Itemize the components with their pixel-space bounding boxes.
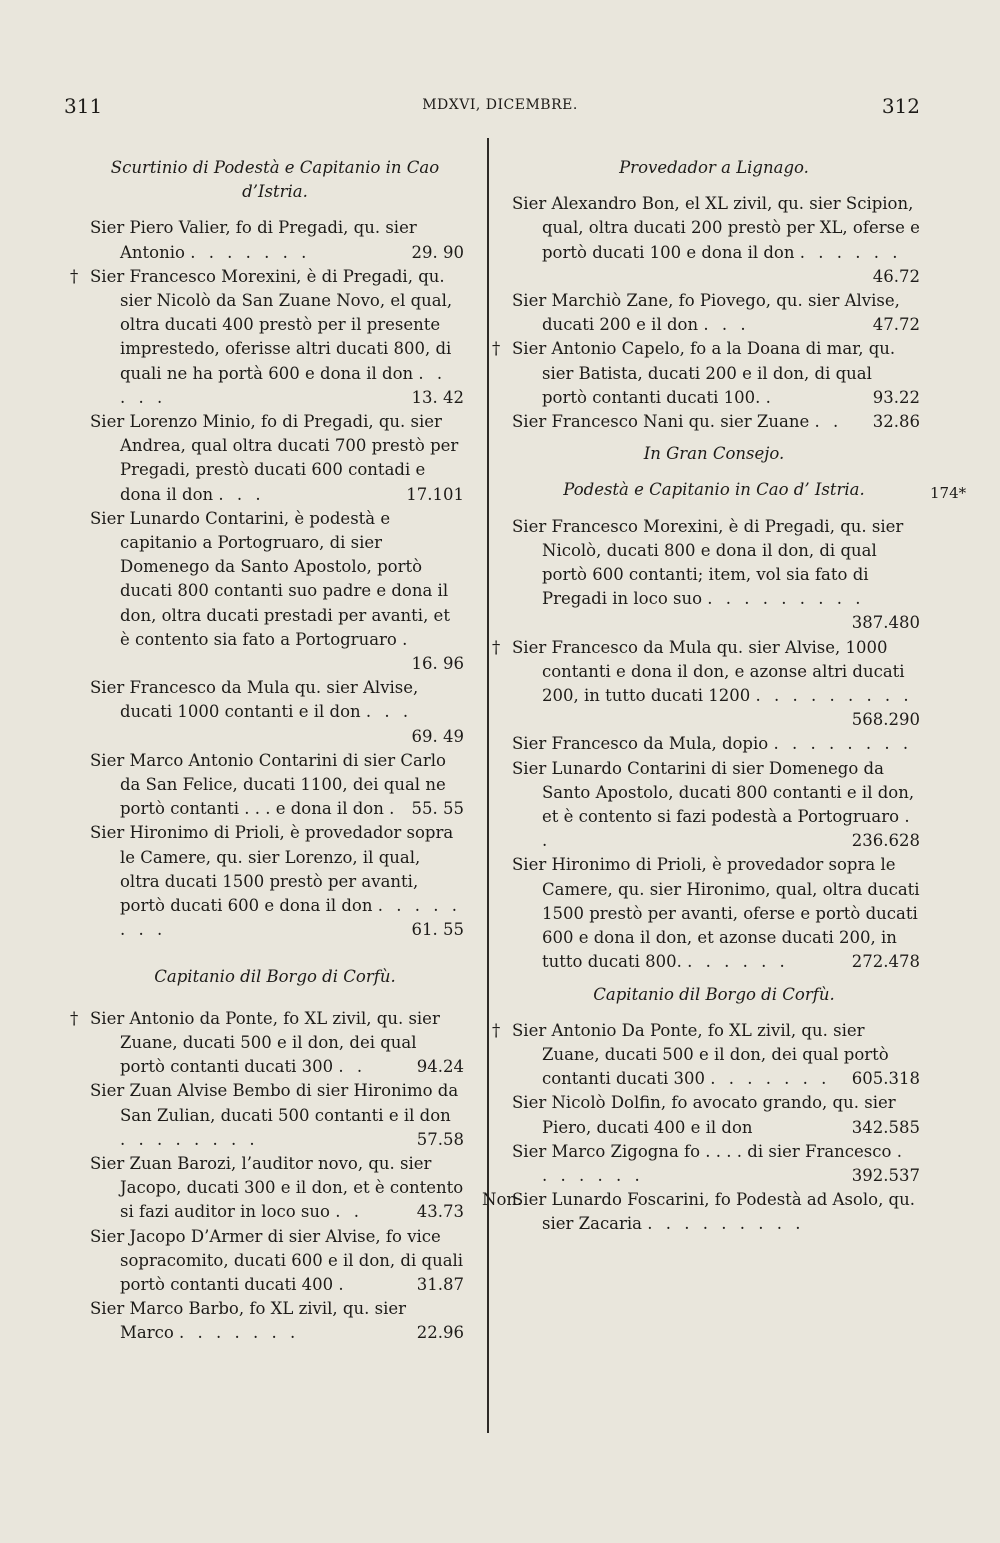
dot-leader: . . . . . . .	[179, 1323, 300, 1343]
margin-note: 174*	[930, 484, 967, 502]
ballot-entry	[86, 265, 464, 410]
dot-leader: . . . . . . .	[710, 1069, 831, 1089]
dot-leader: .	[338, 1274, 348, 1294]
candidate-text: Sier Francesco Morexini, è di Pregadi, qu. sier Nicolò, ducati 800 e dona il don, di qual portò 600 contanti; item, vol sia fato di Pregadi in loco suo	[512, 516, 904, 609]
ballot-entry	[86, 1152, 464, 1225]
candidate-text: Sier Francesco Morexini, è di Pregadi, qu. sier Nicolò da San Zuane Novo, el qual, oltra ducati 400 prestò per il presente imprestedo, oferisse altri ducati 800, di quali ne ha portà 600 e dona il don	[90, 266, 453, 383]
ballot-entry	[508, 1188, 920, 1236]
dot-leader: . .	[542, 807, 914, 851]
candidate-text: Sier Zuan Barozi, l’auditor novo, qu. sier Jacopo, ducati 300 e il don, et è contento si fazi auditor in loco suo	[90, 1153, 464, 1222]
vote-count: 272.478	[851, 952, 920, 972]
dot-leader: .	[765, 387, 775, 407]
ballot-entry	[86, 1007, 464, 1080]
vote-count: 57.58	[416, 1129, 464, 1149]
section-heading: Capitanio dil Borgo di Corfù.	[593, 984, 835, 1004]
ballot-entry	[508, 757, 920, 854]
candidate-text: Sier Lorenzo Minio, fo di Pregadi, qu. sier Andrea, qual oltra ducati 700 prestò per Pregadi, prestò ducati 600 contadi e dona il don	[90, 412, 459, 504]
candidate-text: Sier Hironimo di Prioli, è provedador sopra le Camere, qu. sier Lorenzo, il qual, oltra ducati 1500 prestò per avanti, portò ducati 600 e dona il don	[90, 823, 454, 916]
vote-count: 13. 42	[411, 387, 464, 407]
dot-leader: . . . . . . .	[190, 242, 311, 262]
candidate-text: Sier Antonio Da Ponte, fo XL zivil, qu. sier Zuane, ducati 500 e il don, dei qual portò contanti ducati 300	[512, 1020, 889, 1089]
ballot-entry	[508, 337, 920, 410]
ballot-entry	[86, 507, 464, 676]
candidate-text: Sier Marco Antonio Contarini di sier Carlo da San Felice, ducati 1100, dei qual ne portò contanti . . . e dona il don	[90, 750, 446, 819]
candidate-text: Sier Francesco Nani qu. sier Zuane	[512, 412, 810, 432]
ballot-entry	[86, 1297, 464, 1345]
vote-count: 61. 55	[411, 920, 464, 940]
section-heading: Provedador a Lignago.	[619, 158, 809, 177]
candidate-text: Sier Piero Valier, fo di Pregadi, qu. sier Antonio	[90, 218, 417, 262]
candidate-text: Sier Francesco da Mula qu. sier Alvise, ducati 1000 contanti e il don	[90, 678, 419, 722]
vote-count: 47.72	[872, 315, 920, 335]
running-header	[0, 94, 1000, 118]
ballot-entry	[86, 1079, 464, 1152]
candidate-text: Sier Antonio da Ponte, fo XL zivil, qu. sier Zuane, ducati 500 e il don, dei qual portò contanti ducati 300	[90, 1008, 440, 1077]
ballot-entry	[508, 289, 920, 337]
dot-leader: . . . . . . . .	[120, 896, 461, 940]
vote-count: 387.480	[851, 613, 920, 633]
vote-count: 392.537	[851, 1165, 920, 1185]
vote-count: 31.87	[416, 1274, 464, 1294]
vote-count: 29. 90	[411, 242, 464, 262]
vote-count: 46.72	[872, 266, 920, 286]
vote-count: 16. 96	[411, 654, 464, 674]
vote-count: 342.585	[851, 1117, 920, 1137]
dot-leader: .	[402, 629, 412, 649]
candidate-text: Sier Jacopo D’Armer di sier Alvise, fo vice sopracomito, ducati 600 e il don, di quali portò contanti ducati 400	[90, 1226, 464, 1294]
ballot-list	[508, 192, 920, 434]
vote-count: 55. 55	[411, 799, 464, 819]
ballot-entry	[508, 636, 920, 733]
dot-leader: . . . . . . .	[542, 1141, 906, 1185]
dot-leader: . . . . . . . . .	[707, 589, 865, 609]
candidate-text: Sier Francesco da Mula, dopio	[512, 734, 769, 754]
dot-leader: . . . . . .	[687, 952, 789, 972]
dot-leader: . . . . . .	[799, 242, 902, 262]
ballot-entry	[508, 732, 920, 756]
candidate-text: Sier Lunardo Foscarini, fo Podestà ad Asolo, qu. sier Zacaria	[512, 1190, 915, 1234]
dot-leader: . .	[814, 412, 843, 432]
dot-leader: . . . . . . . . .	[755, 686, 913, 706]
candidate-text: Sier Lunardo Contarini di sier Domenego da Santo Apostolo, ducati 800 contanti e il don, et è contento si fazi podestà a Portogruaro	[512, 758, 915, 827]
vote-count: 17.101	[406, 484, 464, 504]
candidate-text: Sier Nicolò Dolfin, fo avocato grando, qu. sier Piero, ducati 400 e il don	[512, 1093, 896, 1137]
candidate-text: Sier Zuan Alvise Bembo di sier Hironimo da San Zulian, ducati 500 contanti e il don	[90, 1081, 459, 1125]
running-title: MDXVI, DICEMBRE.	[422, 97, 578, 113]
ballot-list	[86, 1007, 464, 1346]
ballot-entry	[86, 821, 464, 942]
dot-leader: . . . . . . . . .	[647, 1214, 805, 1234]
ballot-entry	[86, 676, 464, 749]
ballot-entry	[86, 749, 464, 822]
section-heading: Scurtinio di Podestà e Capitanio in Cao d’Istria.	[110, 158, 440, 202]
ballot-entry	[86, 410, 464, 507]
ballot-list	[508, 515, 920, 975]
page-number-right: 312	[881, 94, 920, 118]
dot-leader: . . . . . . . .	[120, 1129, 259, 1149]
dot-leader: . . .	[703, 315, 750, 335]
ballot-entry	[508, 515, 920, 636]
vote-count: 93.22	[872, 387, 920, 407]
candidate-text: Sier Marchiò Zane, fo Piovego, qu. sier Alvise, ducati 200 e il don	[512, 291, 900, 335]
vote-count: 568.290	[851, 710, 920, 730]
vote-count: 94.24	[416, 1057, 464, 1077]
column-divider	[487, 138, 489, 1433]
page-number-left: 311	[64, 94, 103, 118]
section-heading: Podestà e Capitanio in Cao d’ Istria.	[563, 480, 865, 500]
dot-leader: . . .	[365, 702, 413, 722]
candidate-text: Sier Alexandro Bon, el XL zivil, qu. sier Scipion, qual, oltra ducati 200 prestò per XL, oferse e portò ducati 100 e dona il don	[512, 194, 920, 262]
vote-count: 236.628	[851, 831, 920, 851]
dot-leader: . . . . .	[120, 363, 447, 407]
ballot-entry	[86, 216, 464, 264]
right-column	[508, 148, 920, 1237]
ballot-entry	[508, 853, 920, 974]
ballot-entry	[508, 1140, 920, 1188]
section-heading: In Gran Consejo.	[643, 444, 785, 464]
dot-leader: . .	[338, 1057, 367, 1077]
ballot-entry	[86, 1225, 464, 1298]
dot-leader: .	[389, 799, 399, 819]
left-column	[86, 148, 464, 1346]
vote-count: 22.96	[416, 1323, 464, 1343]
candidate-text: Sier Marco Zigogna fo . . . . di sier Francesco	[512, 1141, 892, 1161]
vote-count: 32.86	[872, 412, 920, 432]
dot-leader: . .	[335, 1202, 363, 1222]
ballot-entry	[508, 192, 920, 289]
candidate-text: Sier Antonio Capelo, fo a la Doana di mar, qu. sier Batista, ducati 200 e il don, di qual portò contanti ducati 100.	[512, 339, 896, 407]
dot-leader: . . . . . . . .	[773, 734, 913, 754]
ballot-list	[86, 216, 464, 942]
ballot-entry	[508, 1091, 920, 1139]
ballot-entry	[508, 1019, 920, 1092]
vote-count: 43.73	[416, 1202, 464, 1222]
candidate-text: Sier Francesco da Mula qu. sier Alvise, 1000 contanti e dona il don, e azonse altri ducati 200, in tutto ducati 1200	[512, 637, 905, 706]
ballot-entry	[508, 410, 920, 434]
section-heading: Capitanio dil Borgo di Corfù.	[154, 966, 396, 986]
vote-count: 605.318	[851, 1069, 920, 1089]
candidate-text: Sier Hironimo di Prioli, è provedador sopra le Camere, qu. sier Hironimo, qual, oltra ducati 1500 prestò per avanti, oferse e portò ducati 600 e dona il don, et azonse ducati 200, in tutto ducati 800.	[512, 855, 920, 972]
candidate-text: Sier Lunardo Contarini, è podestà e capitanio a Portogruaro, di sier Domenego da Santo Apostolo, portò ducati 800 contanti suo padre e dona il don, oltra ducati prestadi per avanti, et è contento sia fato a Portogruaro	[90, 508, 450, 649]
vote-count: 69. 49	[411, 726, 464, 746]
dot-leader: . . .	[218, 484, 265, 504]
candidate-text: Sier Marco Barbo, fo XL zivil, qu. sier Marco	[90, 1299, 406, 1343]
ballot-list	[508, 1019, 920, 1237]
